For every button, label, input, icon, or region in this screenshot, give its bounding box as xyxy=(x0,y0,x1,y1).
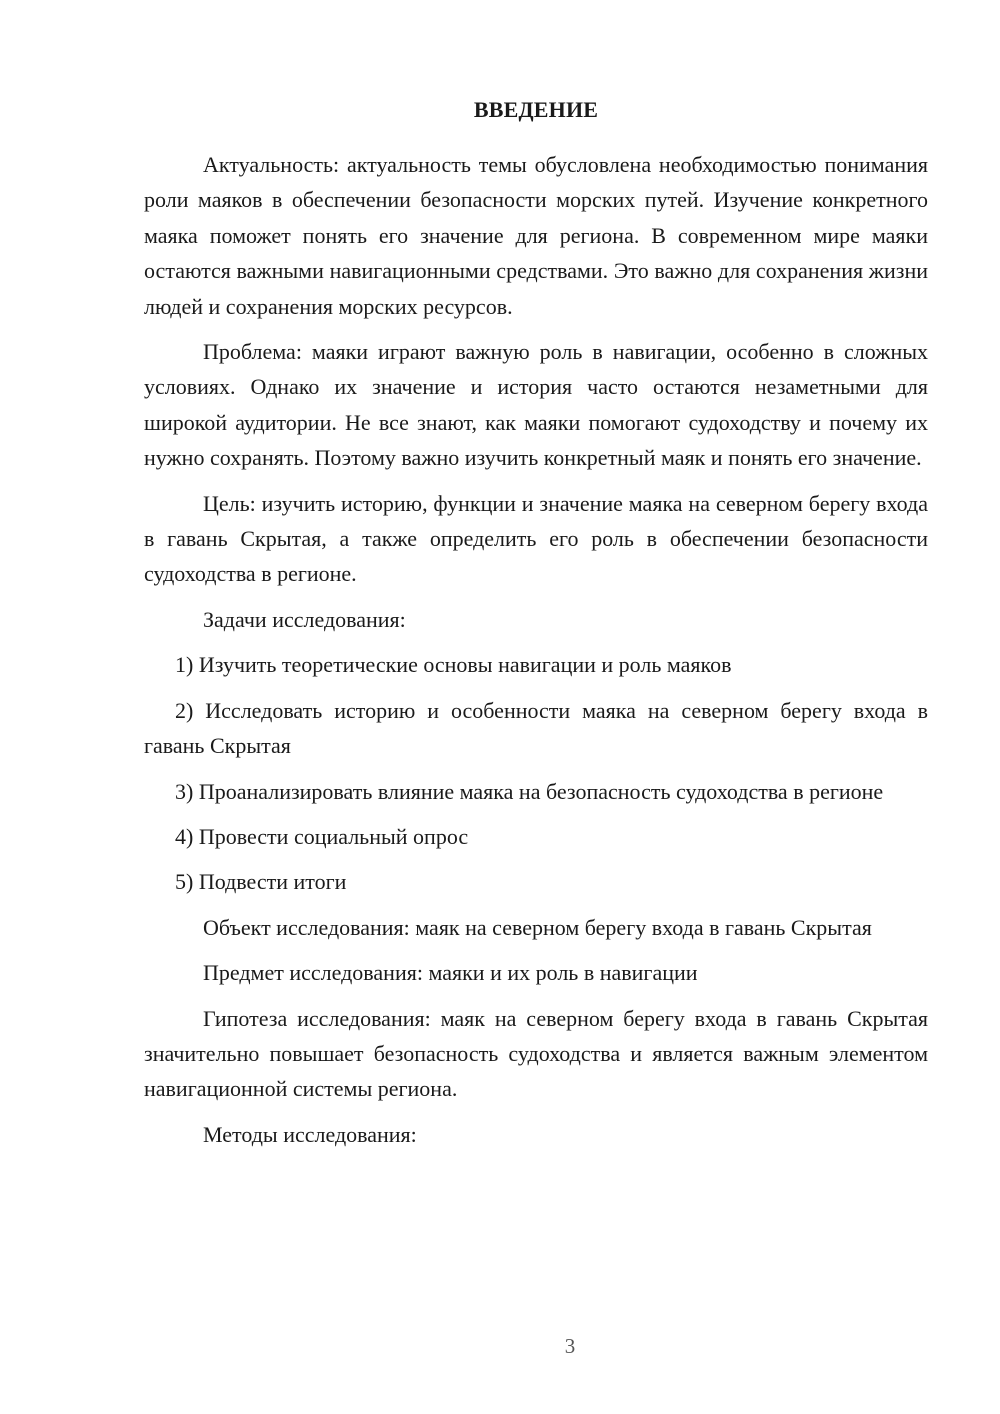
paragraph-tasks-intro: Задачи исследования: xyxy=(203,606,406,632)
task-item-1: 1) Изучить теоретические основы навигации и роль маяков xyxy=(175,652,732,678)
paragraph-problem: Проблема: маяки играют важную роль в навигации, особенно в сложных условиях. Однако их значение и история часто остаются незаметными для широкой аудитории. Не все знают, как маяки помогают судоходству и почему их нужно сохранять. Поэтому важно изучить конкретный маяк и понять его значение. xyxy=(144,339,928,471)
paragraph-object: Объект исследования: маяк на северном берегу входа в гавань Скрытая xyxy=(203,914,872,940)
paragraph-subject: Предмет исследования: маяки и их роль в навигации xyxy=(203,960,698,986)
page-number: 3 xyxy=(564,1334,576,1358)
paragraph-hypothesis: Гипотеза исследования: маяк на северном берегу входа в гавань Скрытая значительно повышает безопасность судоходства и является важным элементом навигационной системы региона. xyxy=(144,1005,928,1102)
paragraph-relevance: Актуальность: актуальность темы обусловлена необходимостью понимания роли маяков в обеспечении безопасности морских путей. Изучение конкретного маяка поможет понять его значение для региона. В современном мире маяки остаются важными навигационными средствами. Это важно для сохранения жизни людей и сохранения морских ресурсов. xyxy=(144,152,928,319)
page-body xyxy=(144,92,928,1152)
section-heading: ВВЕДЕНИЕ xyxy=(473,97,599,122)
task-item-5: 5) Подвести итоги xyxy=(175,869,347,895)
paragraph-goal: Цель: изучить историю, функции и значение маяка на северном берегу входа в гавань Скрытая, а также определить его роль в обеспечении безопасности судоходства в регионе. xyxy=(144,490,928,587)
task-item-2: 2) Исследовать историю и особенности маяка на северном берегу входа в гавань Скрытая xyxy=(144,697,928,759)
task-item-3: 3) Проанализировать влияние маяка на безопасность судоходства в регионе xyxy=(175,778,884,804)
task-item-4: 4) Провести социальный опрос xyxy=(175,823,469,849)
paragraph-methods: Методы исследования: xyxy=(203,1121,417,1147)
